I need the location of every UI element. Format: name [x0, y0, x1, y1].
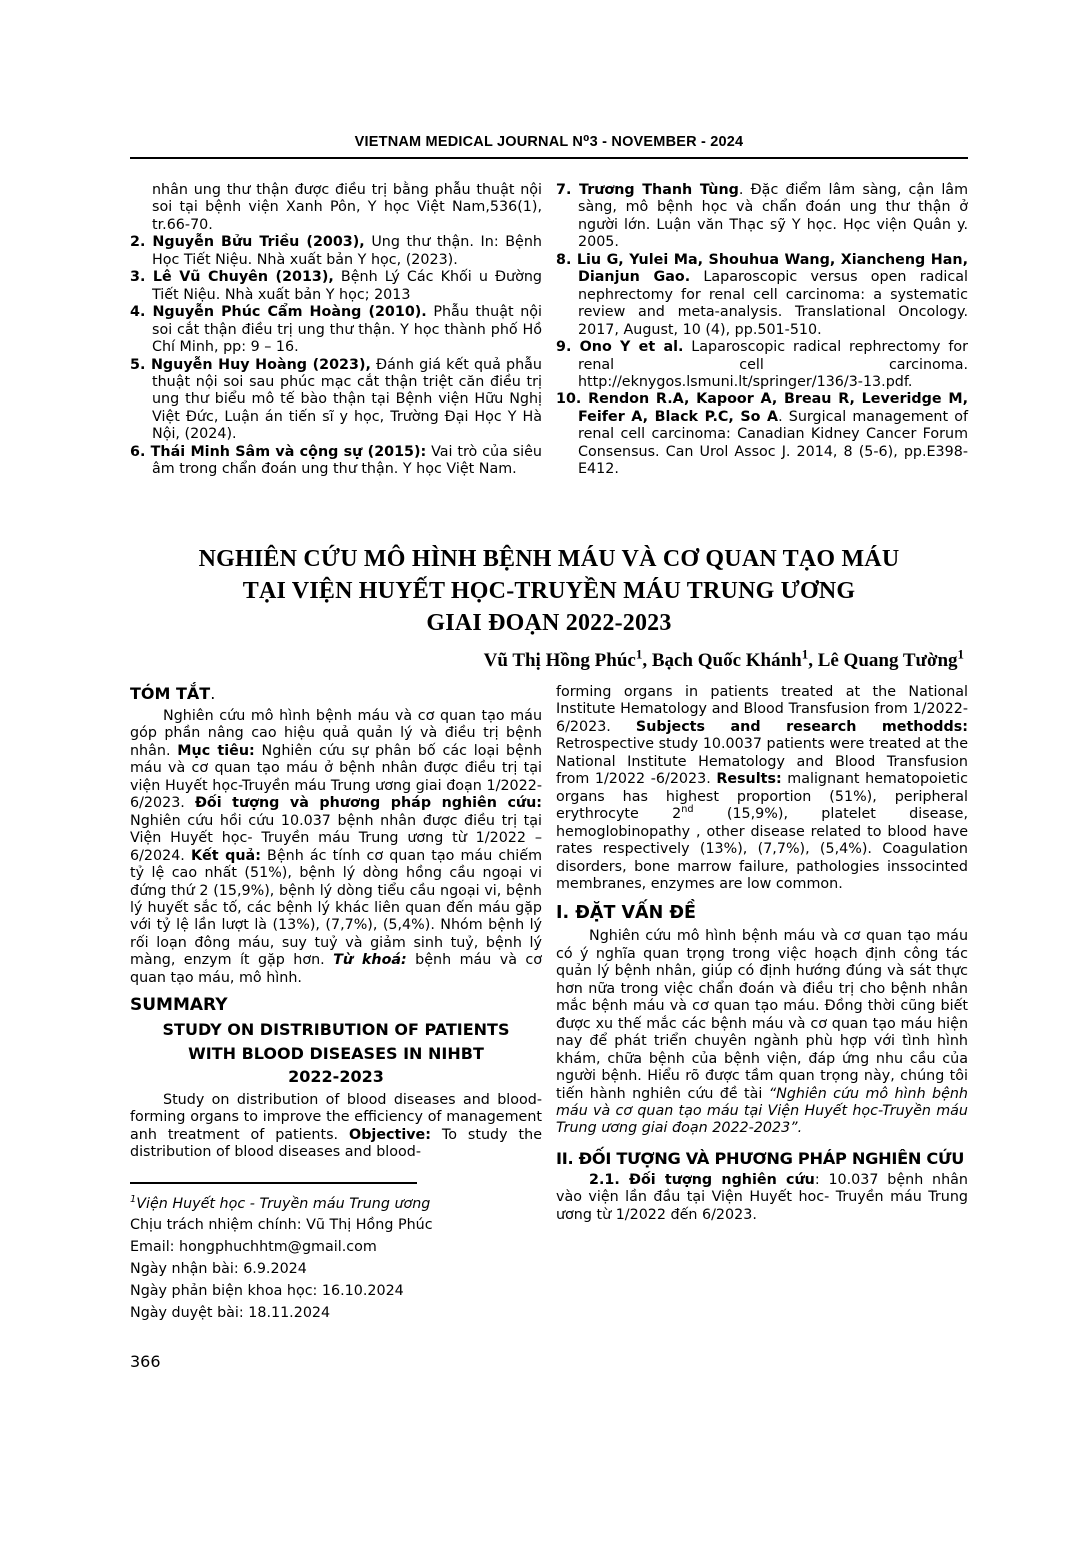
abstract-paragraph-vi: Nghiên cứu mô hình bệnh máu và cơ quan tạo máu góp phần nâng cao hiệu quả quản lý và điều trị bệnh nhân. Mục tiêu: Nghiên cứu sự phân bố các loại bệnh máu và cơ quan tạo máu ở bệnh nhân được điều trị tại viện Huyết học-Truyền máu Trung ương giai đoạn 1/2022-6/2023. Đối tượng và phương pháp nghiên cứu: Nghiên cứu hồi cứu 10.037 bệnh nhân được điều trị tại Viện Huyết học- Truyền máu Trung ương từ 1/2022 – 6/2024. Kết quả: Bệnh ác tính cơ quan tạo máu chiếm tỷ lệ cao nhất (51%), bệnh lý dòng hồng cầu ngoại vi đứng thứ 2 (15,9%), bệnh lý dòng tiểu cầu ngoại vi, bệnh lý huyết sắc tố, các bệnh lý khác liên quan đến máu gặp với tỷ lệ lần lượt là (13%), (7,7%), (5,4%). Nhóm bệnh lý rối loạn đông máu, suy tuỷ và giảm sinh tuỷ, bệnh lý màng, enzym ít gặp hơn. Từ khoá: bệnh máu và cơ quan tạo máu, mô hình. — [130, 708, 543, 986]
footnote-review-date: Ngày phản biện khoa học: 16.10.2024 — [130, 1282, 404, 1299]
reference-item: 2. Nguyễn Bửu Triều (2003), Ung thư thận. In: Bệnh Học Tiết Niệu. Nhà xuất bản Y học, (2023). — [130, 234, 542, 268]
summary-subtitle-line: WITH BLOOD DISEASES IN NIHBT — [188, 1043, 484, 1063]
body-left-column — [130, 684, 542, 1324]
references-section — [130, 182, 968, 479]
summary-subtitle-line: 2022-2023 — [288, 1067, 384, 1087]
methods-paragraph: 2.1. Đối tượng nghiên cứu: 10.037 bệnh nhân vào viện lần đầu tại Viện Huyết hoc- Truyền máu Trung ương từ 1/2022 đến 6/2023. — [556, 1171, 968, 1223]
summary-heading: SUMMARY — [130, 995, 228, 1016]
footnote-affiliation: $^1$Viện Huyết học - Truyền máu Trung ương — [130, 1193, 431, 1212]
references-left-column — [130, 182, 542, 479]
reference-item: 8. Liu G, Yulei Ma, Shouhua Wang, Xiancheng Han, Dianjun Gao. Laparoscopic versus open radical nephrectomy for renal cell carcinoma: a systematic review and meta-analysis. Translational Oncology. 2017, August, 10 (4), pp.501-510. — [556, 251, 968, 338]
section-heading-intro: I. ĐẶT VẤN ĐỀ — [556, 903, 696, 924]
reference-item: 3. Lê Vũ Chuyên (2013), Bệnh Lý Các Khối u Đường Tiết Niệu. Nhà xuất bản Y học; 2013 — [130, 269, 543, 303]
article-title-line: GIAI ĐOẠN 2022-2023 — [426, 610, 672, 636]
page-number: 366 — [130, 1352, 161, 1371]
reference-item: 4. Nguyễn Phúc Cẩm Hoàng (2010). Phẫu thuật nội soi cắt thận điều trị ung thư thận. Y học thành phố Hồ Chí Minh, pp: 9 – 16. — [130, 304, 542, 356]
footnote-email: Email: hongphuchhtm@gmail.com — [130, 1239, 377, 1256]
footnote-received-date: Ngày nhận bài: 6.9.2024 — [130, 1260, 307, 1277]
summary-paragraph: Study on distribution of blood diseases and blood-forming organs to improve the efficiency of management anh treatment of patients. Objective: To study the distribution of blood diseases and blood- — [130, 1091, 542, 1161]
section-heading-methods: II. ĐỐI TƯỢNG VÀ PHƯƠNG PHÁP NGHIÊN CỨU — [556, 1148, 965, 1168]
article-authors: Vũ Thị Hồng Phúc$^1$, Bạch Quốc Khánh$^1$, Lê Quang Tường$^1$ — [483, 646, 964, 671]
reference-item: 10. Rendon R.A, Kapoor A, Breau R, Leveridge M, Feifer A, Black P.C, So A. Surgical management of renal cell carcinoma: Canadian Kidney Cancer Forum Consensus. Can Urol Assoc J. 2014, 8 (5-6), pp.E398-E412. — [556, 391, 968, 478]
reference-item: 7. Trương Thanh Tùng. Đặc điểm lâm sàng, cận lâm sàng, mô bệnh học và chẩn đoán ung thư thận ở người lớn. Luận văn Thạc sỹ Y học. Học viện Quân y. 2005. — [556, 182, 968, 251]
article-title-block — [130, 543, 968, 672]
reference-item: 5. Nguyễn Huy Hoàng (2023), Đánh giá kết quả phẫu thuật nội soi sau phúc mạc cắt thận triệt căn điều trị ung thư biểu mô tế bào thận tại Bệnh viện Hữu Nghị Việt Đức, Luận án tiến sĩ y học, Trường Đại Học Y Hà Nội, (2024). — [130, 356, 542, 443]
abstract-heading-vi: TÓM TẮT. — [130, 684, 216, 703]
footnote-line: Chịu trách nhiệm chính: Vũ Thị Hồng Phúc — [130, 1217, 433, 1234]
summary-subtitle-line: STUDY ON DISTRIBUTION OF PATIENTS — [162, 1020, 510, 1040]
reference-item: nhân ung thư thận được điều trị bằng phẫu thuật nội soi tại bệnh viện Xanh Pôn, Y học Việt Nam,536(1), tr.66-70. — [152, 182, 542, 233]
journal-header-title: VIETNAM MEDICAL JOURNAL N⁰3 - NOVEMBER - 2024 — [354, 134, 744, 150]
journal-header — [130, 134, 968, 159]
summary-subtitle — [130, 1018, 542, 1089]
article-title-line: TẠI VIỆN HUYẾT HỌC-TRUYỀN MÁU TRUNG ƯƠNG — [242, 578, 856, 604]
body-right-column — [556, 684, 968, 1324]
footnote-block — [130, 1182, 542, 1325]
reference-item: 9. Ono Y et al. Laparoscopic radical rephrectomy for renal cell carcinoma. http://eknygos.lsmuni.lt/springer/136/3-13.pdf. — [556, 339, 968, 390]
footnote-divider — [130, 1182, 417, 1184]
reference-item: 6. Thái Minh Sâm và cộng sự (2015): Vai trò của siêu âm trong chẩn đoán ung thư thận. Y học Việt Nam. — [130, 443, 542, 478]
summary-continuation-paragraph: forming organs in patients treated at the National Institute Hematology and Blood Transfusion from 1/2022-6/2023. Subjects and research methodds: Retrospective study 10.0037 patients were treated at the National Institute Hematology and Blood Transfusion from 1/2022 -6/2023. Results: malignant hematopoietic organs has highest proportion (51%), peripheral erythrocyte 2nd (15,9%), platelet disease, hemoglobinopathy , other disease related to blood have rates respectively (13%), (7,7%), (5,4%). Coagulation disorders, bone marrow failure, pathologies inssocinted membranes, enzymes are low common. — [556, 684, 969, 892]
article-title-line: NGHIÊN CỨU MÔ HÌNH BỆNH MÁU VÀ CƠ QUAN TẠO MÁU — [198, 546, 900, 572]
footnote-accepted-date: Ngày duyệt bài: 18.11.2024 — [130, 1304, 331, 1321]
references-right-column — [556, 182, 968, 479]
article-title — [130, 543, 968, 639]
article-body — [130, 684, 968, 1324]
intro-paragraph: Nghiên cứu mô hình bệnh máu và cơ quan tạo máu có ý nghĩa quan trọng trong việc hoạch định công tác quản lý bệnh nhân, giúp có định hướng đúng và sát thực hơn nữa trong việc chẩn đoán và điều trị cho bệnh nhân mắc bệnh máu và cơ quan tạo máu. Đồng thời cũng biết được xu thế mắc các bệnh máu và cơ quan tạo máu hiện nay để phát triển chuyên ngành phù hợp với tình hình khám, chữa bệnh của bệnh viện, đáp ứng nhu cầu của người bệnh. Hiểu rõ được tầm quan trọng này, chúng tôi tiến hành nghiên cứu đề tài “Nghiên cứu mô hình bệnh máu và cơ quan tạo máu tại Viện Huyết học-Truyền máu Trung ương giai đoạn 2022-2023”. — [556, 928, 968, 1137]
